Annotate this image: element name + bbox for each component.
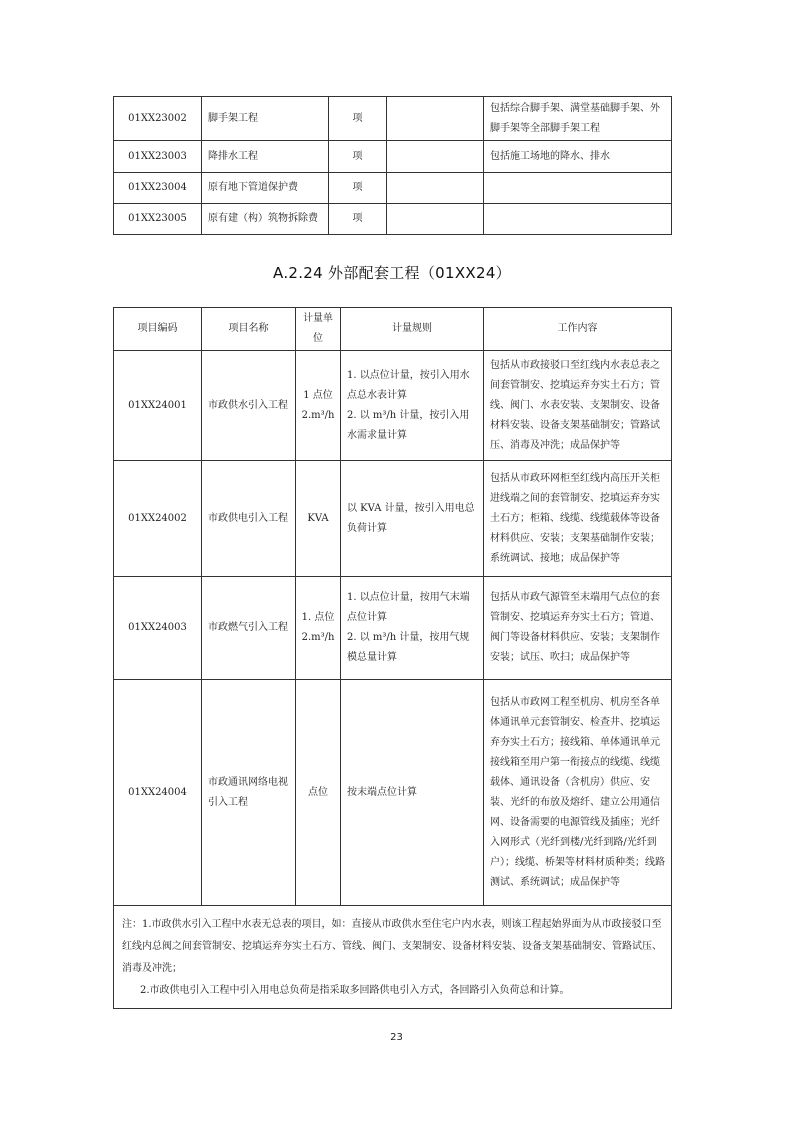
note-2: 2.市政供电引入工程中引入用电总负荷是指采取多回路供电引入方式，各回路引入负荷总和计算。 (140, 985, 570, 996)
table-row (114, 680, 672, 906)
item-name: 降排水工程 (202, 141, 329, 173)
item-content: 包括从市政网工程至机房、机房至各单体通讯单元套管制安、检查井、挖填运弃夯实土石方；接线箱、单体通讯单元接线箱至用户第一衔接点的线缆、线缆载体、通讯设备（含机房）供应、安装、光纤的布放及熔纤、建立公用通信网、设备需要的电源管线及插座；光纤入网形式（光纤到楼/光纤到路/光纤到户）；线缆、桥架等材料材质种类；线路测试、系统调试；成品保护等 (484, 680, 672, 906)
item-code: 01XX23003 (114, 141, 202, 173)
unit-option-1: KVA (307, 512, 329, 524)
item-content (484, 204, 672, 235)
item-code: 01XX24002 (114, 461, 202, 577)
item-rule: 1. 以点位计量，按引入用水点总水表计算 2. 以 m³/h 计量，按引入用水需求量计算 (341, 351, 484, 461)
item-unit: 项 (329, 141, 387, 173)
item-rule (387, 97, 484, 141)
header-code: 项目编码 (114, 308, 202, 351)
item-content (484, 173, 672, 204)
item-code: 01XX23005 (114, 204, 202, 235)
section-title: A.2.24 外部配套工程（01XX24） (273, 264, 511, 282)
table-row (114, 97, 672, 141)
item-name: 市政供电引入工程 (202, 461, 296, 577)
continuation-table (113, 96, 672, 235)
unit-option-2: 2.m³/h (301, 632, 335, 643)
table-row (114, 351, 672, 461)
table-row (114, 141, 672, 173)
unit-option-1: 1 点位 (303, 389, 333, 401)
item-content: 包括综合脚手架、满堂基础脚手架、外脚手架等全部脚手架工程 (484, 97, 672, 141)
header-unit: 计量单位 (296, 308, 341, 351)
header-content: 工作内容 (484, 308, 672, 351)
unit-option-1: 1. 点位 (301, 612, 335, 623)
notes (114, 906, 672, 1009)
item-unit: 项 (329, 204, 387, 235)
item-rule (387, 204, 484, 235)
unit-option-2: 2.m³/h (301, 409, 335, 421)
unit-option-1: 点位 (308, 786, 328, 798)
table-row (114, 204, 672, 235)
item-code: 01XX23004 (114, 173, 202, 204)
table-header-row (114, 308, 672, 351)
item-unit (296, 577, 341, 680)
item-name: 原有地下管道保护费 (202, 173, 329, 204)
header-name: 项目名称 (202, 308, 296, 351)
item-code: 01XX24001 (114, 351, 202, 461)
table-row (114, 577, 672, 680)
external-works-table (113, 307, 672, 1009)
header-rule: 计量规则 (341, 308, 484, 351)
item-name: 市政供水引入工程 (202, 351, 296, 461)
item-unit: 项 (329, 173, 387, 204)
item-content: 包括从市政气源管至末端用气点位的套管制安、挖填运弃夯实土石方；管道、阀门等设备材料供应、安装；支架制作安装；试压、吹扫；成品保护等 (484, 577, 672, 680)
item-unit (296, 461, 341, 577)
item-rule (387, 173, 484, 204)
item-code: 01XX24003 (114, 577, 202, 680)
item-code: 01XX24004 (114, 680, 202, 906)
item-content: 包括从市政环网柜至红线内高压开关柜进线端之间的套管制安、挖填运弃夯实土石方；柜箱、线缆、线缆载体等设备材料供应、安装；支架基础制作安装；系统调试、接地；成品保护等 (484, 461, 672, 577)
item-rule (387, 141, 484, 173)
page-number: 23 (390, 1032, 403, 1043)
item-unit (296, 680, 341, 906)
notes-row (114, 906, 672, 1009)
item-name: 脚手架工程 (202, 97, 329, 141)
item-code: 01XX23002 (114, 97, 202, 141)
item-rule: 以 KVA 计量，按引入用电总负荷计算 (341, 461, 484, 577)
item-name: 市政通讯网络电视引入工程 (202, 680, 296, 906)
note-1: 注：1.市政供水引入工程中水表无总表的项目，如：直接从市政供水至住宅户内水表，则该工程起始界面为从市政接驳口至红线内总阀之间套管制安、挖填运弃夯实土石方、管线、阀门、支架制安、设备材料安装、设备支架基础制安、管路试压、消毒及冲洗； (122, 919, 662, 974)
table-row (114, 173, 672, 204)
item-rule: 按末端点位计算 (341, 680, 484, 906)
item-name: 市政燃气引入工程 (202, 577, 296, 680)
item-name: 原有建（构）筑物拆除费 (202, 204, 329, 235)
table-row (114, 461, 672, 577)
item-rule: 1. 以点位计量，按用气末端点位计算 2. 以 m³/h 计量，按用气规模总量计算 (341, 577, 484, 680)
item-unit: 项 (329, 97, 387, 141)
item-content: 包括从市政接驳口至红线内水表总表之间套管制安、挖填运弃夯实土石方；管线、阀门、水表安装、支架制安、设备材料安装、设备支架基础制安；管路试压、消毒及冲洗；成品保护等 (484, 351, 672, 461)
item-unit (296, 351, 341, 461)
item-content: 包括施工场地的降水、排水 (484, 141, 672, 173)
